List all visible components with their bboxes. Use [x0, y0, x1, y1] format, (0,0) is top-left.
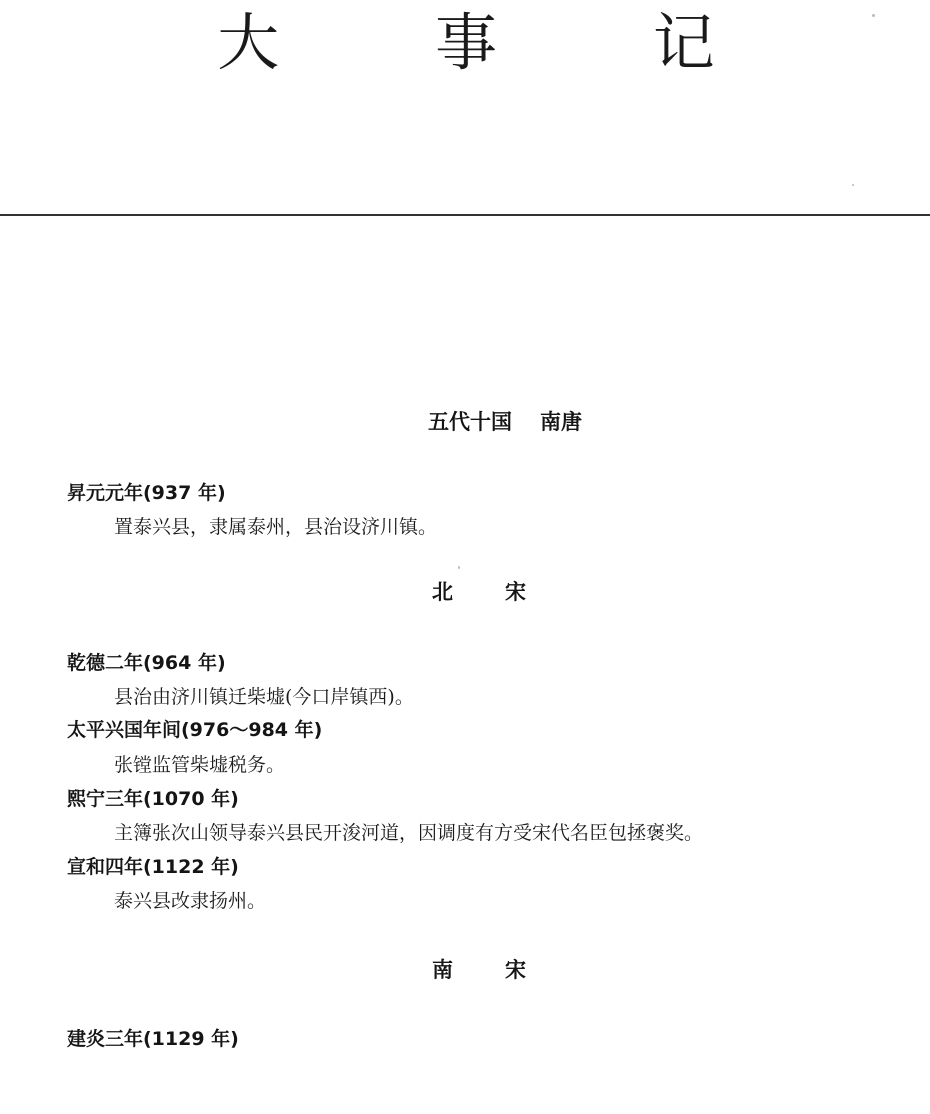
event-description: 县治由济川镇迁柴墟(今口岸镇西)。 — [114, 686, 414, 708]
event-year: 熙宁三年(1070 年) — [67, 788, 239, 810]
period-heading-southern-song: 南宋 — [432, 958, 578, 982]
period-heading-part: 五代十国 — [428, 410, 512, 434]
period-heading-part: 南唐 — [540, 410, 582, 434]
scan-speck — [458, 566, 460, 569]
page-title: 大 事 记 — [217, 6, 783, 79]
event-description: 主簿张次山领导泰兴县民开浚河道，因调度有方受宋代名臣包拯褒奖。 — [114, 822, 704, 844]
period-heading-northern-song: 北宋 — [432, 580, 578, 604]
event-description: 置泰兴县，隶属泰州，县治设济川镇。 — [114, 516, 438, 538]
event-description: 张镗监管柴墟税务。 — [114, 754, 286, 776]
event-year: 建炎三年(1129 年) — [67, 1028, 239, 1050]
scan-speck — [852, 184, 854, 186]
event-year: 乾德二年(964 年) — [67, 652, 226, 674]
scan-speck — [872, 14, 875, 17]
event-description: 泰兴县改隶扬州。 — [114, 890, 267, 912]
event-year: 太平兴国年间(976～984 年) — [67, 719, 323, 741]
event-year: 昇元元年(937 年) — [67, 482, 226, 504]
period-heading-southern-tang — [0, 412, 930, 433]
event-year: 宣和四年(1122 年) — [67, 856, 239, 878]
header-divider — [0, 214, 930, 216]
